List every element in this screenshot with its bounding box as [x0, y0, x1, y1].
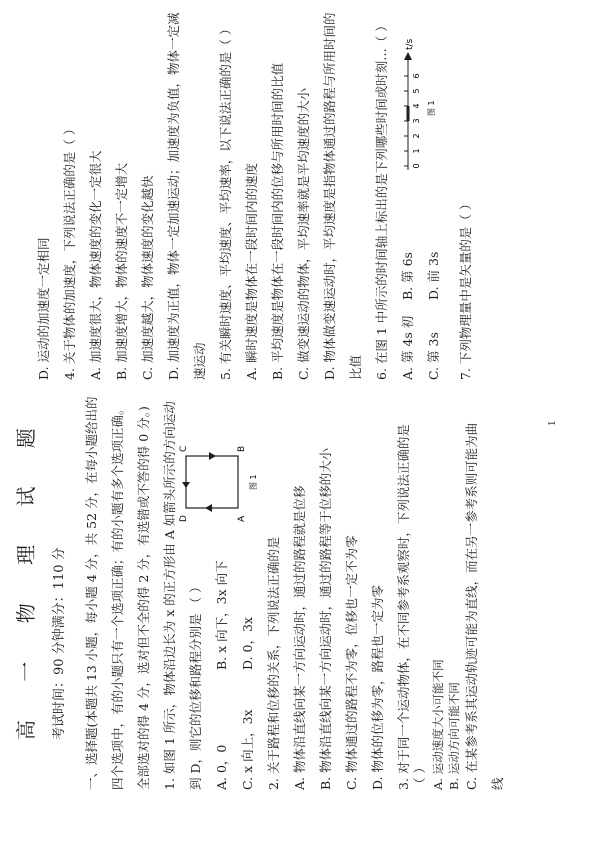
- q2-option-c: C. 物体通过的路程不为零，位移也一定不为零: [344, 535, 359, 790]
- q1-label-a: A: [237, 515, 247, 522]
- time-tick-label: 4: [412, 103, 421, 109]
- q6-figure-caption: 图 1: [427, 100, 436, 116]
- time-tick-label: 2: [412, 133, 421, 139]
- q3-option-d: D. 运动的加速度一定相同: [36, 237, 51, 380]
- q6-option-a: A. 第 4s 初: [400, 315, 415, 380]
- q1-label-d: D: [179, 515, 189, 522]
- q1-option-d: D. 0，3x: [240, 617, 255, 670]
- q1-stem-line-1: 1. 如图 1 所示，物体沿边长为 x 的正方形由 A 如箭头所示的方向运动: [162, 401, 177, 790]
- q1-option-a: A. 0，0: [214, 744, 229, 790]
- time-axis-arrow: [404, 52, 412, 60]
- q6-stem: 6. 在图 1 中所示的时间轴上标出的是下列哪些时间或时刻…（ ）: [374, 19, 389, 380]
- section-intro-line-1: 一、选择题(本题共 13 小题，每小题 4 分，共 52 分，在每小题给出的: [84, 396, 99, 790]
- q6-timeline-figure: [388, 30, 436, 180]
- q7-stem: 7. 下列物理量中是矢量的是（ ）: [458, 197, 473, 380]
- time-tick-label: 1: [412, 148, 421, 154]
- direction-arrow-top: [182, 482, 190, 488]
- time-tick-label: 5: [412, 88, 421, 94]
- q5-option-a: A. 瞬时速度是物体在一段时间内的速度: [244, 163, 259, 380]
- q4-option-d-line-1: D. 加速度为正值，物体一定加速运动；加速度为负值，物体一定减: [166, 12, 181, 380]
- direction-arrow-left: [205, 504, 212, 512]
- exam-title: 高 一 物 理 试 题: [14, 412, 38, 740]
- q1-option-b: B. x 向下，3x 向下: [214, 560, 229, 670]
- q3-option-c-line-2: 线: [490, 777, 505, 790]
- direction-arrow-right: [209, 452, 216, 460]
- q5-stem: 5. 有关瞬时速度、平均速度、平均速率，以下说法正确的是（ ）: [218, 22, 233, 380]
- q1-label-c: C: [179, 445, 189, 452]
- time-tick-label: 3: [412, 118, 421, 124]
- q3-stem-line-2: （ ）: [412, 761, 427, 790]
- q5-option-b: B. 平均速度是物体在一段时间内的位移与所用时间的比值: [270, 62, 285, 380]
- q3-option-a: A. 运动速度大小可能不同: [431, 659, 445, 790]
- q1-stem-line-2: 到 D，则它的位移和路程分别是 （ ）: [188, 580, 203, 790]
- q2-stem: 2. 关于路程和位移的关系，下列说法正确的是: [266, 536, 281, 790]
- page-number: 1: [548, 420, 558, 426]
- section-intro-line-2: 四个选项中，有的小题只有一个选项正确；有的小题有多个选项正确。: [110, 402, 125, 790]
- q4-option-d-line-2: 速运动: [192, 342, 207, 380]
- q2-option-b: B. 物体沿直线向某一方向运动时，通过的路程等于位移的大小: [318, 447, 333, 790]
- time-tick-label: 0: [412, 163, 421, 169]
- time-tick-label: 6: [412, 73, 421, 79]
- q5-option-d-line-2: 比值: [348, 354, 363, 380]
- q1-option-c: C. x 向上，3x: [240, 709, 255, 790]
- q1-figure-caption: 图 1: [249, 474, 258, 490]
- q4-option-b: B. 加速度增大，物体的速度不一定增大: [114, 162, 129, 380]
- q2-option-d: D. 物体的位移为零，路程也一定为零: [370, 584, 385, 790]
- q4-option-c: C. 加速度越大，物体速度的变化越快: [140, 175, 155, 380]
- q3-stem-line-1: 3. 对于同一个运动物体，在不同参考系观察时，下列说法正确的是: [396, 424, 411, 790]
- q4-stem: 4. 关于物体的加速度，下列说法正确的是（ ）: [62, 122, 77, 380]
- q5-option-c: C. 做变速运动的物体，平均速率就是平均速度的大小: [296, 87, 311, 380]
- section-intro-line-3: 全部选对的得 4 分，选对但不全的得 2 分，有选错或不答的得 0 分。): [136, 406, 151, 790]
- q3-option-b: B. 运动方向可能不同: [447, 682, 461, 790]
- q3-option-c-line-1: C. 在某参考系其运动轨迹可能为直线，而在另一参考系则可能为曲: [464, 422, 479, 790]
- time-axis-unit: t/s: [405, 38, 415, 50]
- exam-info: 考试时间：90 分钟满分：110 分: [52, 547, 67, 740]
- square-path: [186, 456, 238, 508]
- q6-option-c: C. 第 3s: [426, 332, 441, 380]
- q6-option-b: B. 第 6s: [400, 252, 415, 300]
- q1-label-b: B: [237, 445, 247, 452]
- q1-square-figure: [176, 436, 262, 526]
- q5-option-d-line-1: D. 物体做变速运动时，平均速度是指物体通过的路程与所用时间的: [322, 12, 337, 380]
- q4-option-a: A. 加速度很大，物体速度的变化一定很大: [88, 150, 103, 380]
- q6-option-d: D. 前 3s: [426, 251, 441, 300]
- q2-option-a: A. 物体沿直线向某一方向运动时，通过的路程就是位移: [292, 485, 307, 790]
